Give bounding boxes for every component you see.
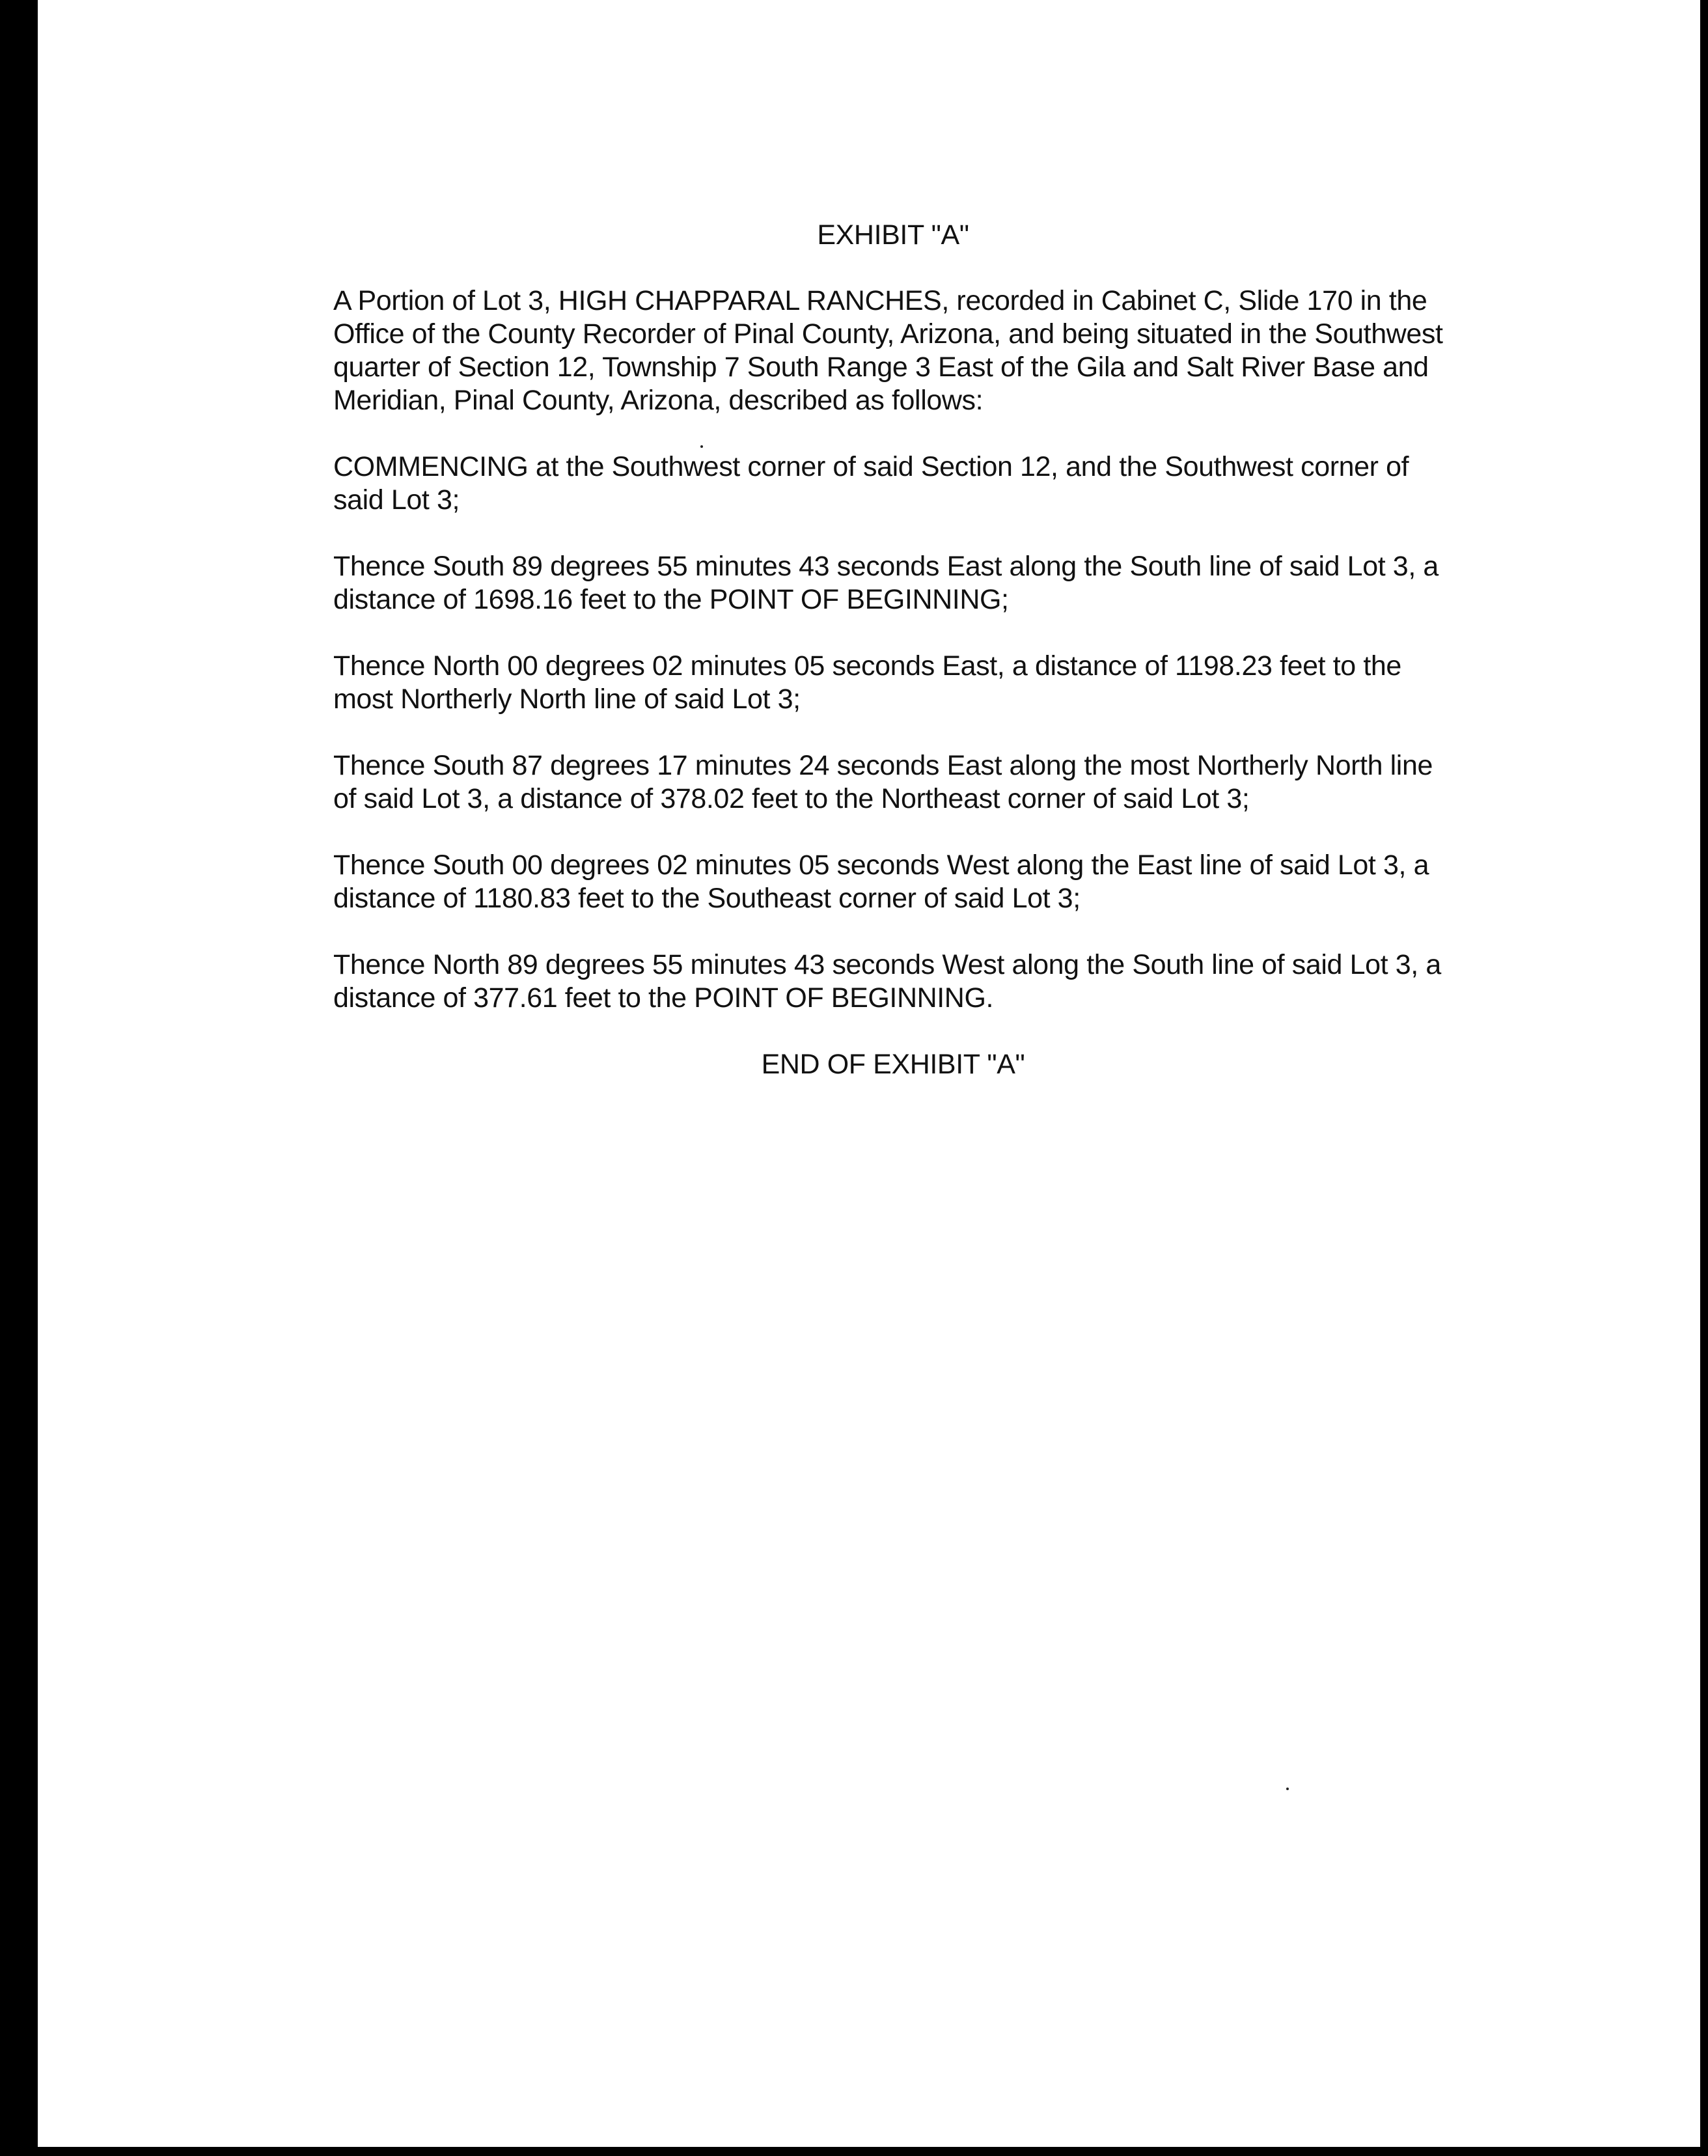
boundary-course-1: Thence South 89 degrees 55 minutes 43 seconds East along the South line of said Lot 3, a distance of 1698.16 feet to the POINT OF BEGINNING; (333, 551, 1439, 615)
document-body (333, 219, 1453, 1081)
boundary-course-5: Thence North 89 degrees 55 minutes 43 seconds West along the South line of said Lot 3, a distance of 377.61 feet to the POINT OF BEGINNING. (333, 949, 1441, 1014)
boundary-course-2: Thence North 00 degrees 02 minutes 05 seconds East, a distance of 1198.23 feet to the most Northerly North line of said Lot 3; (333, 650, 1401, 715)
boundary-course-4: Thence South 00 degrees 02 minutes 05 seconds West along the East line of said Lot 3, a distance of 1180.83 feet to the Southeast corner of said Lot 3; (333, 850, 1429, 914)
exhibit-heading: EXHIBIT "A" (817, 219, 969, 251)
scan-speck (1286, 1788, 1289, 1790)
scan-border-left (0, 0, 38, 2156)
legal-description-intro: A Portion of Lot 3, HIGH CHAPPARAL RANCHES, recorded in Cabinet C, Slide 170 in the Office of the County Recorder of Pinal County, Arizona, and being situated in the Southwest quarter of Section 12, Township 7 South Range 3 East of the Gila and Salt River Base and Meridian, Pinal County, Arizona, described as follows: (333, 285, 1443, 416)
commencing-clause: COMMENCING at the Southwest corner of said Section 12, and the Southwest corner of said Lot 3; (333, 451, 1409, 516)
scan-border-bottom (0, 2147, 1708, 2156)
scan-border-right (1700, 0, 1708, 2156)
exhibit-end-footer: END OF EXHIBIT "A" (761, 1049, 1025, 1080)
boundary-course-3: Thence South 87 degrees 17 minutes 24 seconds East along the most Northerly North line of said Lot 3, a distance of 378.02 feet to the Northeast corner of said Lot 3; (333, 750, 1433, 814)
